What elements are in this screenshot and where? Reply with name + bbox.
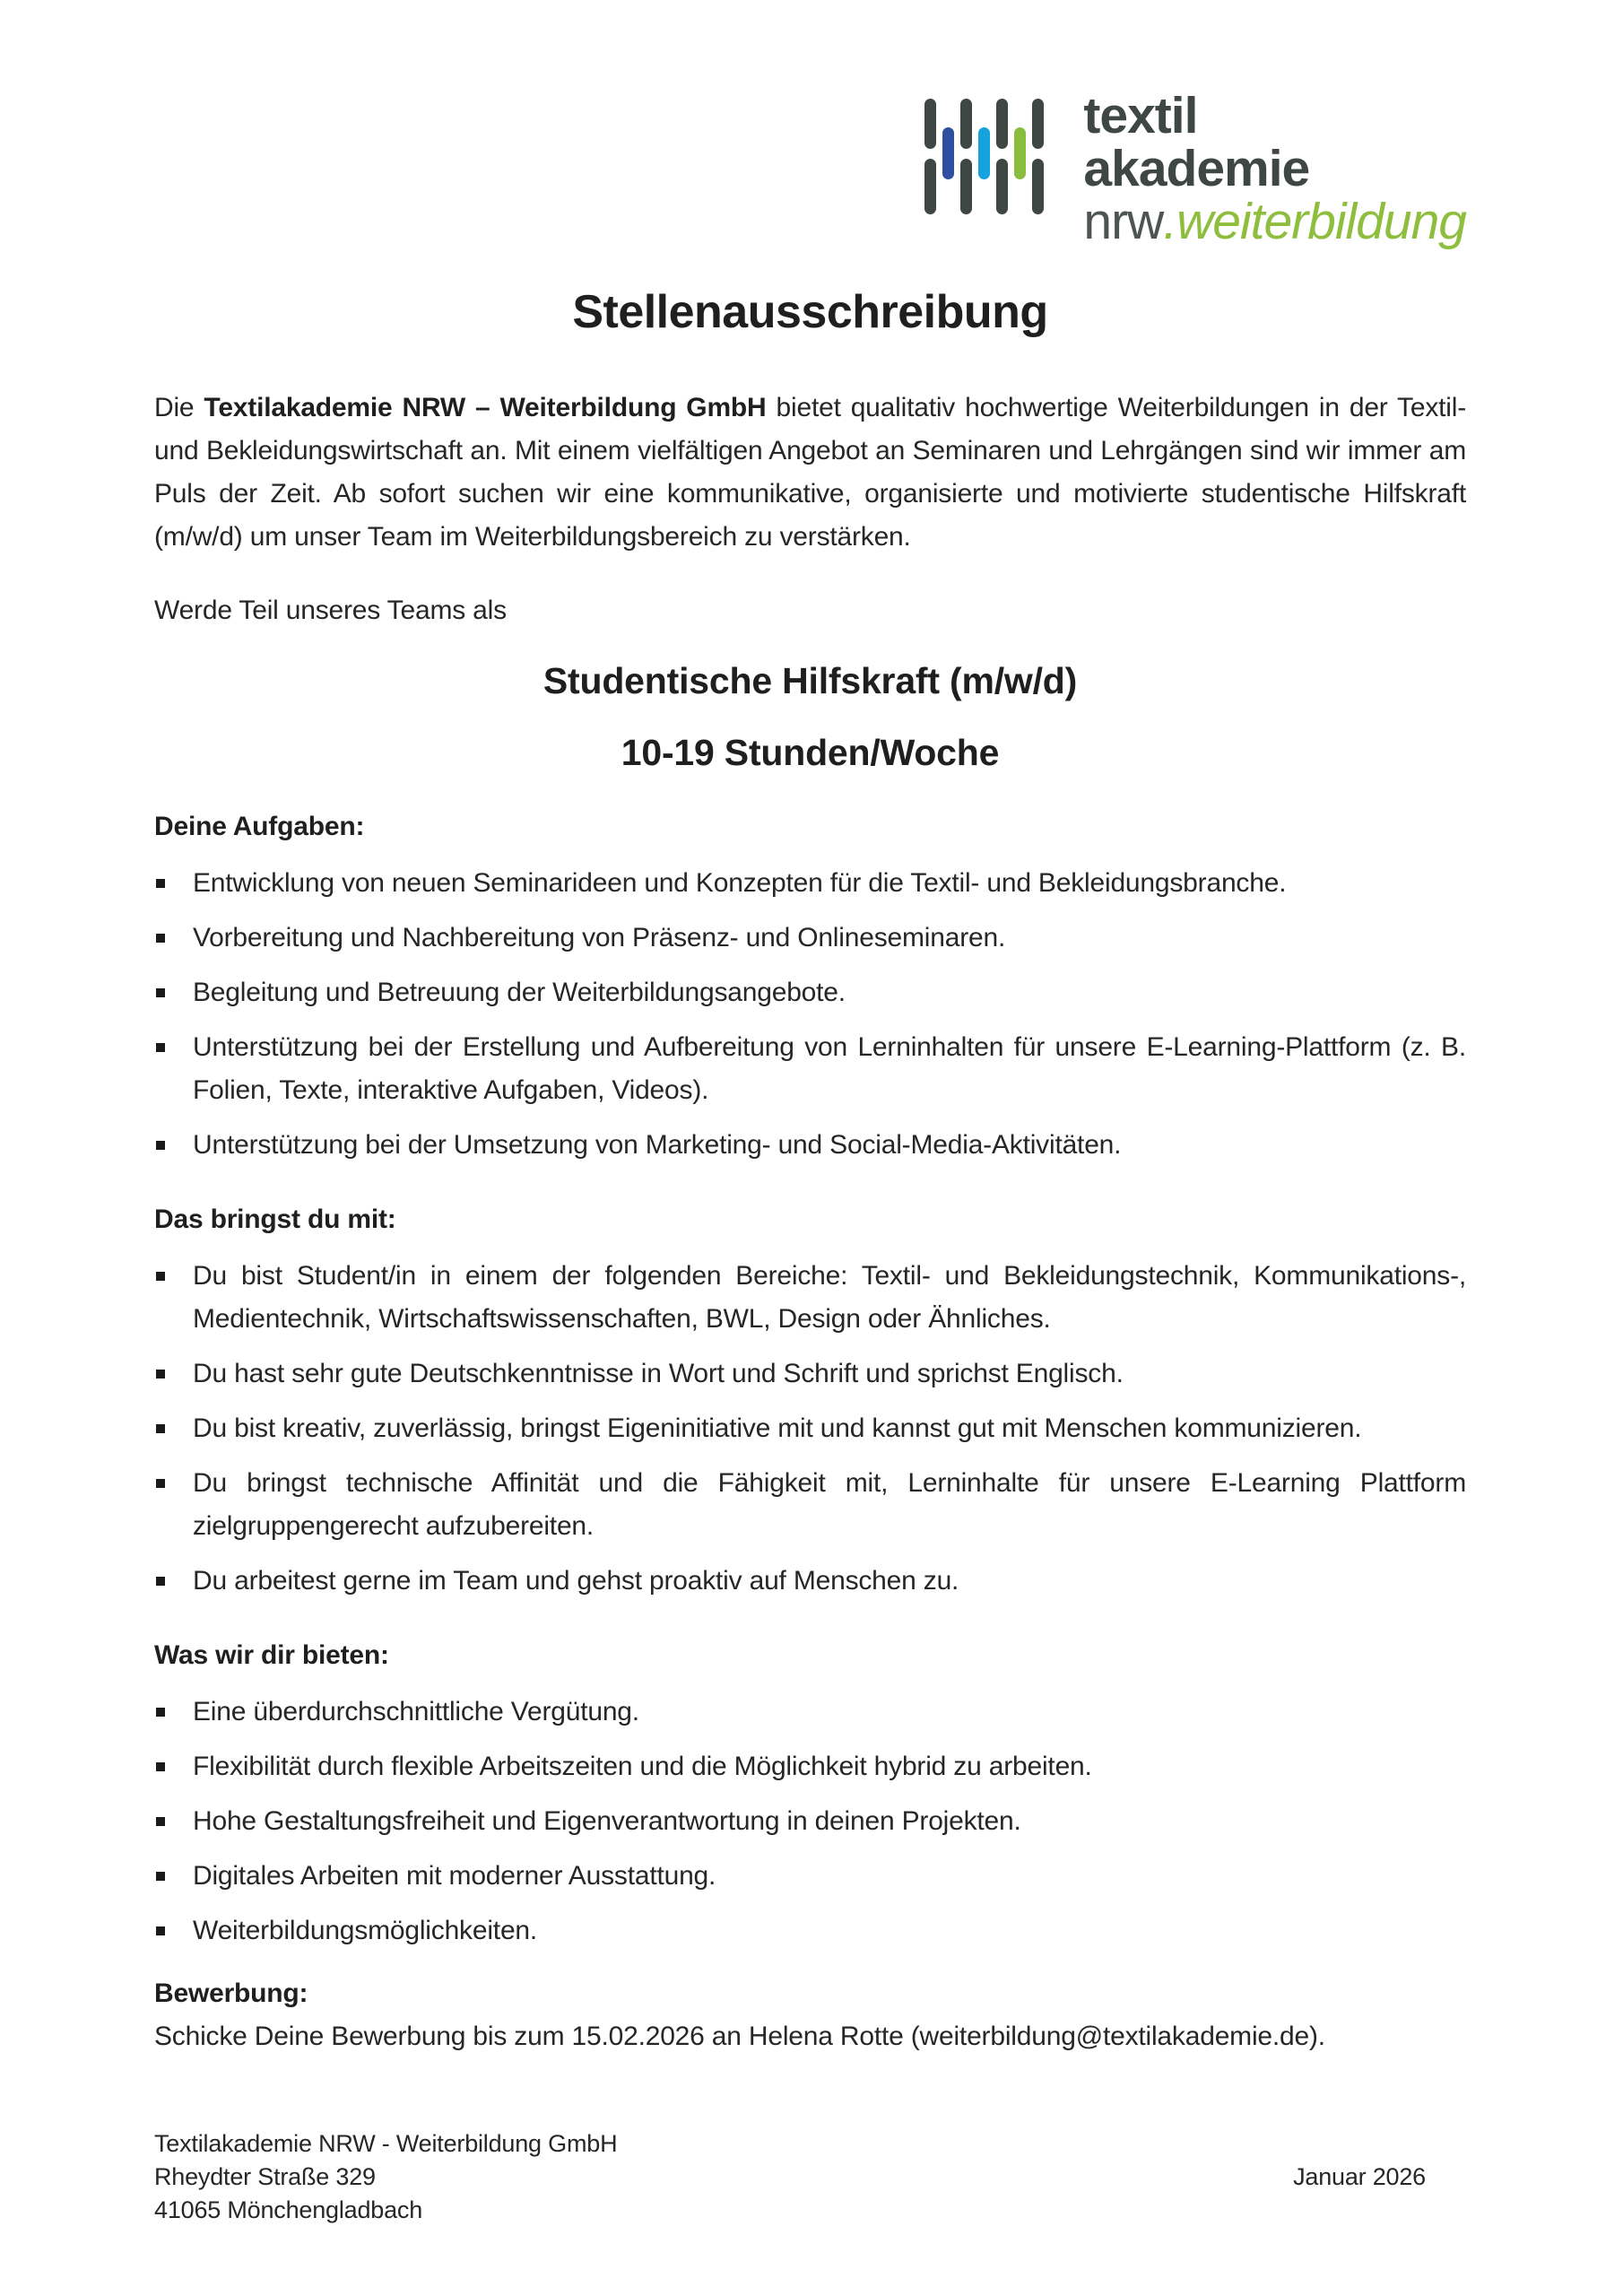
logo-bar (1032, 159, 1044, 214)
list-item-text: Du bringst technische Affinität und die Fähigkeit mit, Lerninhalte für unsere E-Learning Plattform zielgruppengerecht aufzubereiten. (193, 1468, 1466, 1541)
bullet-icon (156, 1043, 165, 1052)
logo-bar (924, 99, 936, 149)
list-item-text: Vorbereitung und Nachbereitung von Präsenz- und Onlineseminaren. (193, 923, 1006, 952)
logo-bar (978, 127, 990, 179)
logo-column (960, 99, 972, 214)
list-item (154, 1909, 1466, 1952)
application-text: Schicke Deine Bewerbung bis zum 15.02.2026 an Helena Rotte (weiterbildung@textilakademie.de). (154, 2022, 1325, 2051)
bullet-icon (156, 1141, 165, 1150)
intro-rest: bietet qualitativ hochwertige Weiterbildungen in der Textil- und Bekleidungswirtschaft an. Mit einem vielfältigen Angebot an Seminaren und Lehrgängen sind wir immer am Puls der Zeit. Ab sofort suchen wir eine kommunikative, organisierte und motivierte studentische Hilfskraft (m/w/d) um unser Team im Weiterbildungsbereich zu verstärken. (154, 393, 1466, 552)
logo-word-akademie: akademie (1083, 140, 1310, 197)
logo-column (1032, 99, 1044, 214)
list-item-text: Hohe Gestaltungsfreiheit und Eigenverantwortung in deinen Projekten. (193, 1806, 1021, 1836)
list-item (154, 1462, 1466, 1548)
logo-bar (924, 159, 936, 214)
logo-column (942, 99, 954, 214)
page-footer (154, 2127, 1466, 2227)
list-item (154, 917, 1466, 960)
position-hours: 10-19 Stunden/Woche (621, 732, 1000, 773)
list-item-text: Weiterbildungsmöglichkeiten. (193, 1916, 538, 1945)
bullet-icon (156, 1272, 165, 1281)
section-list-mitbringen (154, 1255, 1466, 1603)
bullet-icon (156, 1370, 165, 1378)
logo-bar (996, 159, 1008, 214)
footer-street-row (154, 2161, 1466, 2194)
logo-word-weiterbildung: .weiterbildung (1163, 193, 1466, 250)
bullet-icon (156, 1926, 165, 1935)
list-item-text: Entwicklung von neuen Seminarideen und Konzepten für die Textil- und Bekleidungsbranche. (193, 868, 1287, 898)
list-item (154, 1855, 1466, 1898)
section-list-aufgaben (154, 862, 1466, 1167)
list-item (154, 1255, 1466, 1341)
intro-paragraph (154, 387, 1466, 559)
list-item (154, 862, 1466, 905)
lead-in-text: Werde Teil unseres Teams als (154, 596, 507, 625)
document-title: Stellenausschreibung (572, 286, 1048, 338)
logo-column (978, 99, 990, 214)
footer-city: 41065 Mönchengladbach (154, 2196, 423, 2223)
bullet-icon (156, 1872, 165, 1881)
logo-word-nrw: nrw (1083, 193, 1164, 250)
list-item (154, 1745, 1466, 1788)
list-item (154, 1352, 1466, 1396)
intro-company-name: Textilakademie NRW – Weiterbildung GmbH (204, 393, 767, 422)
bullet-icon (156, 934, 165, 943)
intro-prefix: Die (154, 393, 204, 422)
logo-word-nrw-weiterbildung (1083, 193, 1466, 250)
textilakademie-logo-mark (924, 99, 1044, 214)
position-title: Studentische Hilfskraft (m/w/d) (542, 660, 1078, 701)
footer-date: Januar 2026 (1293, 2163, 1426, 2190)
list-item-text: Digitales Arbeiten mit moderner Ausstattung. (193, 1861, 716, 1891)
logo-column (1014, 99, 1026, 214)
logo-bar (960, 99, 972, 149)
list-item (154, 1800, 1466, 1843)
logo-bar (1032, 99, 1044, 149)
list-item (154, 1407, 1466, 1450)
section-list-bieten (154, 1691, 1466, 1952)
logo-column (996, 99, 1008, 214)
list-item (154, 971, 1466, 1014)
list-item-text: Unterstützung bei der Erstellung und Aufbereitung von Lerninhalten für unsere E-Learning-Plattform (z. B. Folien, Texte, interaktive Aufgaben, Videos). (193, 1032, 1466, 1105)
list-item-text: Eine überdurchschnittliche Vergütung. (193, 1697, 639, 1726)
list-item-text: Du hast sehr gute Deutschkenntnisse in Wort und Schrift und sprichst Englisch. (193, 1359, 1124, 1388)
list-item-text: Du arbeitest gerne im Team und gehst proaktiv auf Menschen zu. (193, 1566, 959, 1596)
section-heading-bieten: Was wir dir bieten: (154, 1640, 389, 1670)
logo-column (924, 99, 936, 214)
list-item (154, 1124, 1466, 1167)
section-heading-aufgaben: Deine Aufgaben: (154, 812, 365, 841)
list-item-text: Unterstützung bei der Umsetzung von Marketing- und Social-Media-Aktivitäten. (193, 1130, 1122, 1160)
logo-bar (996, 99, 1008, 149)
textilakademie-logo (154, 87, 1466, 250)
bullet-icon (156, 1762, 165, 1771)
section-heading-mitbringen: Das bringst du mit: (154, 1205, 396, 1234)
list-item-text: Flexibilität durch flexible Arbeitszeiten und die Möglichkeit hybrid zu arbeiten. (193, 1752, 1092, 1781)
bullet-icon (156, 1479, 165, 1488)
footer-street: Rheydter Straße 329 (154, 2163, 376, 2190)
logo-bar (942, 127, 954, 179)
bullet-icon (156, 1817, 165, 1826)
list-item (154, 1026, 1466, 1112)
logo-word-textil: textil (1083, 87, 1198, 144)
textilakademie-logo-text (1083, 87, 1466, 250)
application-heading: Bewerbung: (154, 1979, 308, 2008)
bullet-icon (156, 988, 165, 997)
list-item-text: Begleitung und Betreuung der Weiterbildungsangebote. (193, 978, 846, 1007)
bullet-icon (156, 1424, 165, 1433)
list-item (154, 1560, 1466, 1603)
list-item-text: Du bist kreativ, zuverlässig, bringst Eigeninitiative mit und kannst gut mit Menschen kommunizieren. (193, 1413, 1362, 1443)
bullet-icon (156, 1577, 165, 1586)
list-item (154, 1691, 1466, 1734)
logo-bar (1014, 127, 1026, 179)
footer-company: Textilakademie NRW - Weiterbildung GmbH (154, 2130, 618, 2157)
bullet-icon (156, 879, 165, 888)
list-item-text: Du bist Student/in in einem der folgenden Bereiche: Textil- und Bekleidungstechnik, Kommunikations-, Medientechnik, Wirtschaftswissenschaften, BWL, Design oder Ähnliches. (193, 1261, 1466, 1334)
bullet-icon (156, 1708, 165, 1717)
logo-bar (960, 159, 972, 214)
page-content (0, 87, 1623, 2058)
